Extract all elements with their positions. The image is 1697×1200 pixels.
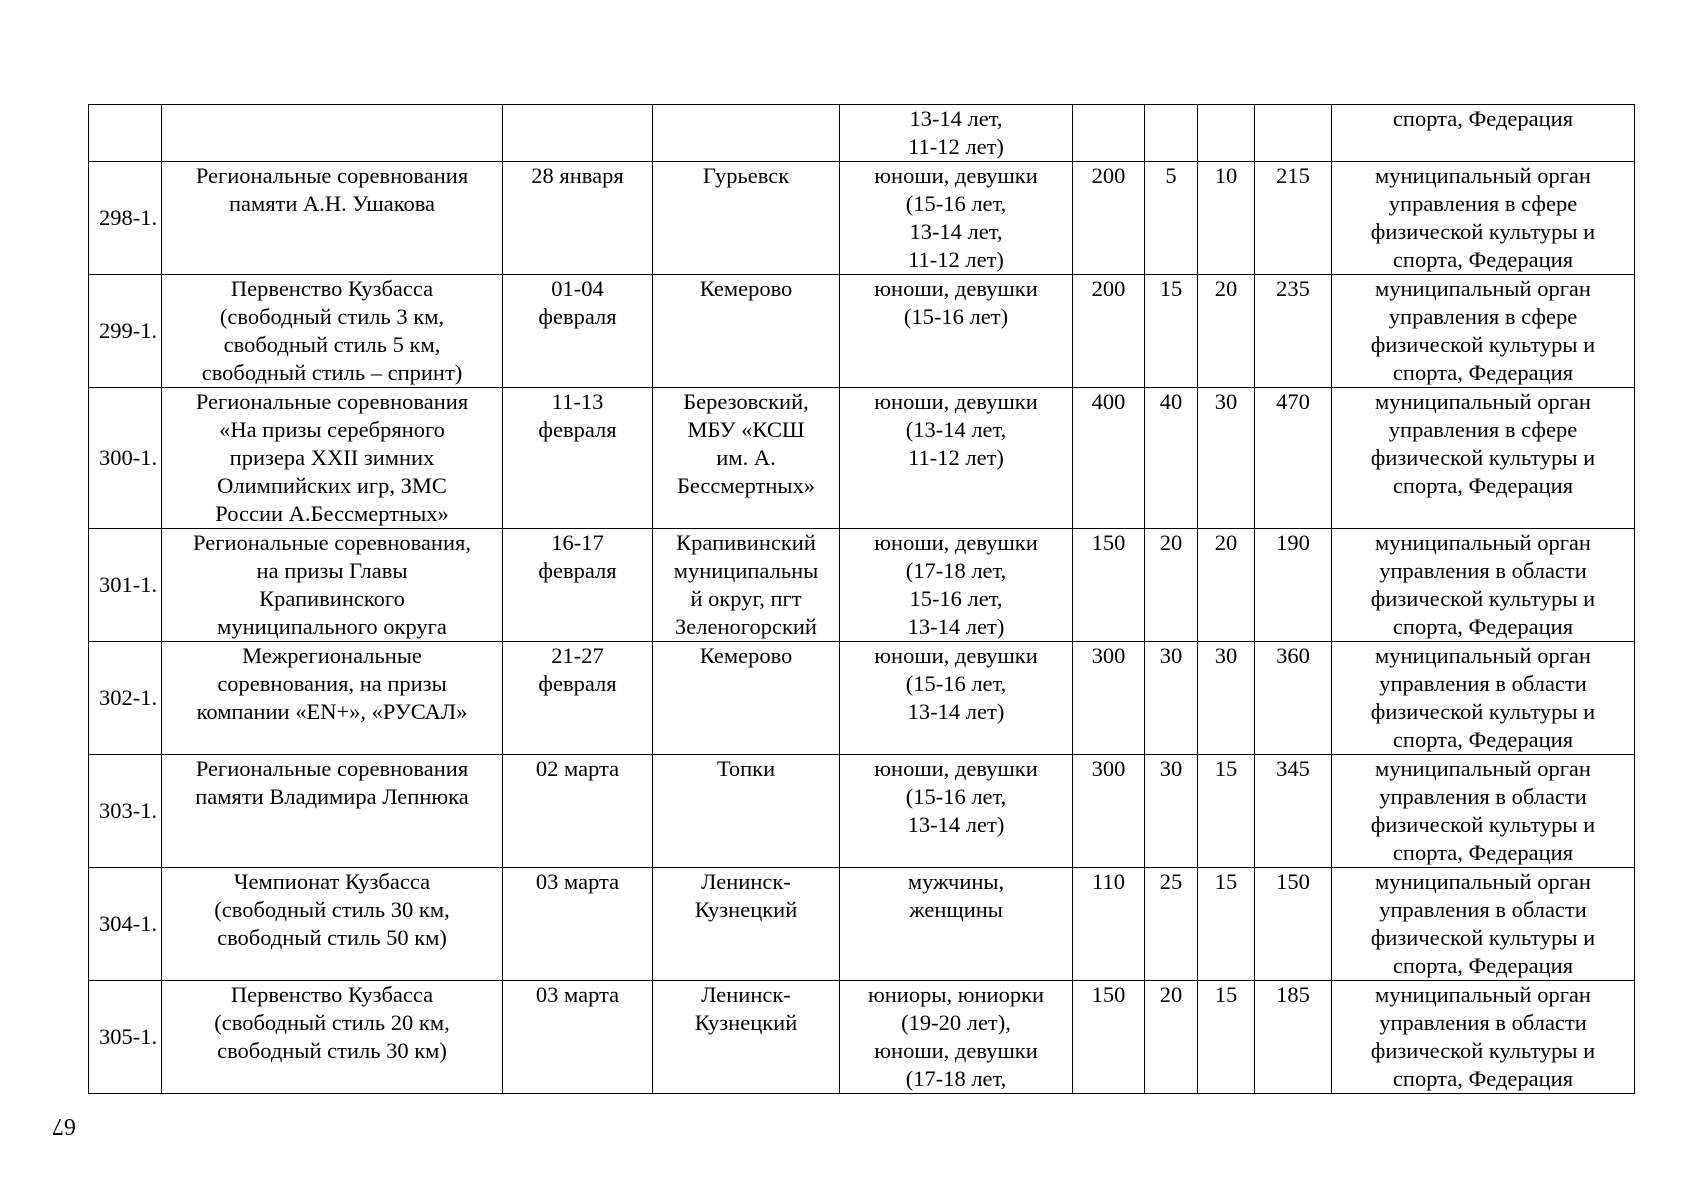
cell-number: 304-1. bbox=[89, 868, 162, 981]
cell-line: памяти Владимира Лепнюка bbox=[195, 784, 469, 809]
table-row bbox=[89, 642, 1635, 755]
cell-count-1: 300 bbox=[1073, 755, 1145, 868]
cell-line: Березовский, bbox=[683, 389, 809, 414]
cell-participants bbox=[840, 755, 1073, 868]
cell-line: МБУ «КСШ bbox=[687, 417, 805, 442]
cell-line: физической культуры и bbox=[1370, 812, 1596, 837]
cell-line: Зеленогорский bbox=[675, 614, 817, 639]
cell-line: физической культуры и bbox=[1370, 1038, 1596, 1063]
cell-date bbox=[503, 755, 653, 868]
cell-line: 13-14 лет) bbox=[907, 699, 1005, 724]
cell-line: Гурьевск bbox=[702, 163, 790, 188]
cell-line: Региональные соревнования bbox=[195, 756, 469, 781]
cell-line: муниципальный орган bbox=[1375, 163, 1591, 188]
cell-number: 300-1. bbox=[89, 388, 162, 529]
cell-number bbox=[89, 105, 162, 162]
cell-line: управления в области bbox=[1379, 897, 1587, 922]
cell-line: юноши, девушки bbox=[874, 530, 1038, 555]
table-body bbox=[89, 105, 1635, 1094]
cell-organizer bbox=[1332, 981, 1635, 1094]
page-number: 67 bbox=[52, 1113, 76, 1139]
cell-line: Бессмертных» bbox=[676, 473, 816, 498]
table-row bbox=[89, 755, 1635, 868]
table-row bbox=[89, 105, 1635, 162]
cell-line: 03 марта bbox=[535, 982, 620, 1007]
cell-line: муниципальны bbox=[673, 558, 819, 583]
cell-date bbox=[503, 388, 653, 529]
cell-participants bbox=[840, 105, 1073, 162]
cell-organizer bbox=[1332, 275, 1635, 388]
cell-line: 01-04 bbox=[551, 276, 604, 301]
cell-line: юноши, девушки bbox=[874, 643, 1038, 668]
cell-line: спорта, Федерация bbox=[1392, 473, 1574, 498]
cell-line: юноши, девушки bbox=[874, 276, 1038, 301]
cell-line: (15-16 лет) bbox=[903, 304, 1009, 329]
table-row bbox=[89, 529, 1635, 642]
events-table bbox=[88, 104, 1635, 1094]
cell-line: женщины bbox=[909, 897, 1003, 922]
cell-line: свободный стиль – спринт) bbox=[201, 360, 463, 385]
cell-line: Кемерово bbox=[699, 643, 793, 668]
cell-line: призера XXII зимних bbox=[229, 445, 435, 470]
cell-line: 28 января bbox=[531, 163, 624, 188]
cell-count-3: 20 bbox=[1198, 275, 1255, 388]
cell-count-2: 25 bbox=[1145, 868, 1198, 981]
cell-number: 298-1. bbox=[89, 162, 162, 275]
cell-line: юноши, девушки bbox=[874, 1038, 1038, 1063]
cell-count-1: 110 bbox=[1073, 868, 1145, 981]
cell-line: Региональные соревнования bbox=[195, 163, 469, 188]
cell-line: 16-17 bbox=[551, 530, 604, 555]
cell-line: физической культуры и bbox=[1370, 219, 1596, 244]
cell-line: управления в области bbox=[1379, 671, 1587, 696]
cell-line: муниципальный орган bbox=[1375, 530, 1591, 555]
cell-event bbox=[162, 275, 503, 388]
cell-event bbox=[162, 868, 503, 981]
cell-line: Ленинск- bbox=[701, 982, 791, 1007]
cell-event bbox=[162, 105, 503, 162]
cell-total: 185 bbox=[1255, 981, 1332, 1094]
cell-organizer bbox=[1332, 388, 1635, 529]
cell-line: (свободный стиль 3 км, bbox=[219, 304, 445, 329]
cell-total: 150 bbox=[1255, 868, 1332, 981]
cell-count-2 bbox=[1145, 105, 1198, 162]
cell-count-3: 20 bbox=[1198, 529, 1255, 642]
table-row bbox=[89, 981, 1635, 1094]
cell-line: (15-16 лет, bbox=[905, 671, 1007, 696]
cell-participants bbox=[840, 162, 1073, 275]
cell-date bbox=[503, 275, 653, 388]
cell-line: юноши, девушки bbox=[874, 389, 1038, 414]
cell-organizer bbox=[1332, 162, 1635, 275]
cell-event bbox=[162, 755, 503, 868]
cell-date bbox=[503, 162, 653, 275]
cell-count-3: 15 bbox=[1198, 868, 1255, 981]
cell-date bbox=[503, 529, 653, 642]
cell-line: компании «EN+», «РУСАЛ» bbox=[196, 699, 468, 724]
cell-line: муниципальный орган bbox=[1375, 389, 1591, 414]
cell-event bbox=[162, 981, 503, 1094]
table-row bbox=[89, 868, 1635, 981]
cell-line: Межрегиональные bbox=[242, 643, 422, 668]
cell-line: юниоры, юниорки bbox=[867, 982, 1045, 1007]
cell-line: февраля bbox=[538, 558, 617, 583]
cell-organizer bbox=[1332, 642, 1635, 755]
cell-count-2: 15 bbox=[1145, 275, 1198, 388]
cell-line: 11-12 лет) bbox=[908, 445, 1004, 470]
cell-line: спорта, Федерация bbox=[1392, 614, 1574, 639]
cell-line: (свободный стиль 20 км, bbox=[214, 1010, 450, 1035]
cell-place bbox=[653, 529, 840, 642]
cell-participants bbox=[840, 981, 1073, 1094]
table-row bbox=[89, 275, 1635, 388]
cell-count-2: 20 bbox=[1145, 529, 1198, 642]
cell-line: управления в области bbox=[1379, 1010, 1587, 1035]
cell-organizer bbox=[1332, 868, 1635, 981]
table-row bbox=[89, 162, 1635, 275]
cell-count-3: 15 bbox=[1198, 755, 1255, 868]
cell-line: 11-13 bbox=[551, 389, 604, 414]
cell-line: 02 марта bbox=[535, 756, 620, 781]
cell-line: 21-27 bbox=[551, 643, 604, 668]
cell-line: спорта, Федерация bbox=[1392, 727, 1574, 752]
cell-line: управления в сфере bbox=[1388, 191, 1578, 216]
cell-line: 03 марта bbox=[535, 869, 620, 894]
cell-place bbox=[653, 868, 840, 981]
cell-count-2: 5 bbox=[1145, 162, 1198, 275]
cell-line: физической культуры и bbox=[1370, 445, 1596, 470]
cell-line: свободный стиль 5 км, bbox=[223, 332, 441, 357]
cell-date bbox=[503, 642, 653, 755]
cell-line: им. А. bbox=[716, 445, 776, 470]
cell-line: Кузнецкий bbox=[694, 1010, 798, 1035]
cell-line: России А.Бессмертных» bbox=[215, 501, 449, 526]
cell-place bbox=[653, 162, 840, 275]
cell-place bbox=[653, 642, 840, 755]
cell-line: (15-16 лет, bbox=[905, 191, 1007, 216]
cell-line: (15-16 лет, bbox=[905, 784, 1007, 809]
cell-total: 215 bbox=[1255, 162, 1332, 275]
cell-count-1: 300 bbox=[1073, 642, 1145, 755]
cell-count-1: 150 bbox=[1073, 529, 1145, 642]
cell-line: физической культуры и bbox=[1370, 925, 1596, 950]
cell-line: физической культуры и bbox=[1370, 332, 1596, 357]
cell-line: юноши, девушки bbox=[874, 756, 1038, 781]
cell-line: Первенство Кузбасса bbox=[230, 276, 434, 301]
cell-line: й округ, пгт bbox=[690, 586, 802, 611]
cell-event bbox=[162, 529, 503, 642]
cell-line: Первенство Кузбасса bbox=[230, 982, 434, 1007]
cell-event bbox=[162, 642, 503, 755]
cell-count-2: 20 bbox=[1145, 981, 1198, 1094]
cell-organizer bbox=[1332, 105, 1635, 162]
cell-number: 303-1. bbox=[89, 755, 162, 868]
cell-line: Кузнецкий bbox=[694, 897, 798, 922]
cell-line: (17-18 лет, bbox=[905, 558, 1007, 583]
cell-participants bbox=[840, 868, 1073, 981]
cell-total: 345 bbox=[1255, 755, 1332, 868]
cell-count-2: 30 bbox=[1145, 755, 1198, 868]
cell-count-1: 400 bbox=[1073, 388, 1145, 529]
cell-date bbox=[503, 868, 653, 981]
cell-count-3: 30 bbox=[1198, 642, 1255, 755]
cell-line: Олимпийских игр, ЗМС bbox=[217, 473, 447, 498]
cell-line: муниципальный орган bbox=[1375, 869, 1591, 894]
cell-count-3 bbox=[1198, 105, 1255, 162]
cell-line: 13-14 лет, bbox=[909, 106, 1003, 131]
cell-line: муниципального округа bbox=[217, 614, 447, 639]
cell-line: Региональные соревнования, bbox=[193, 530, 471, 555]
cell-line: (13-14 лет, bbox=[905, 417, 1007, 442]
cell-line: Региональные соревнования bbox=[195, 389, 469, 414]
cell-event bbox=[162, 162, 503, 275]
cell-count-3: 10 bbox=[1198, 162, 1255, 275]
cell-place bbox=[653, 981, 840, 1094]
cell-line: февраля bbox=[538, 304, 617, 329]
cell-line: «На призы серебряного bbox=[219, 417, 445, 442]
cell-count-1: 200 bbox=[1073, 162, 1145, 275]
cell-line: 11-12 лет) bbox=[908, 134, 1004, 159]
cell-line: Кемерово bbox=[699, 276, 793, 301]
cell-line: Чемпионат Кузбасса bbox=[233, 869, 431, 894]
cell-event bbox=[162, 388, 503, 529]
cell-total bbox=[1255, 105, 1332, 162]
cell-line: спорта, Федерация bbox=[1392, 360, 1574, 385]
cell-line: муниципальный орган bbox=[1375, 643, 1591, 668]
cell-line: 11-12 лет) bbox=[908, 247, 1004, 272]
cell-count-2: 40 bbox=[1145, 388, 1198, 529]
table-row bbox=[89, 388, 1635, 529]
cell-organizer bbox=[1332, 755, 1635, 868]
cell-participants bbox=[840, 388, 1073, 529]
cell-line: спорта, Федерация bbox=[1392, 106, 1574, 131]
cell-total: 190 bbox=[1255, 529, 1332, 642]
cell-line: (19-20 лет), bbox=[901, 1010, 1011, 1035]
cell-number: 301-1. bbox=[89, 529, 162, 642]
cell-line: Ленинск- bbox=[701, 869, 791, 894]
cell-place bbox=[653, 105, 840, 162]
cell-line: муниципальный орган bbox=[1375, 756, 1591, 781]
cell-line: управления в области bbox=[1379, 558, 1587, 583]
cell-line: физической культуры и bbox=[1370, 699, 1596, 724]
cell-line: спорта, Федерация bbox=[1392, 840, 1574, 865]
cell-organizer bbox=[1332, 529, 1635, 642]
cell-line: спорта, Федерация bbox=[1392, 953, 1574, 978]
cell-line: Крапивинский bbox=[676, 530, 816, 555]
cell-line: муниципальный орган bbox=[1375, 982, 1591, 1007]
cell-place bbox=[653, 755, 840, 868]
cell-line: управления в сфере bbox=[1388, 417, 1578, 442]
cell-line: управления в области bbox=[1379, 784, 1587, 809]
cell-participants bbox=[840, 275, 1073, 388]
cell-line: на призы Главы bbox=[256, 558, 408, 583]
cell-line: Топки bbox=[716, 756, 776, 781]
cell-number: 299-1. bbox=[89, 275, 162, 388]
cell-line: (свободный стиль 30 км, bbox=[214, 897, 450, 922]
cell-line: февраля bbox=[538, 417, 617, 442]
cell-line: свободный стиль 50 км) bbox=[217, 925, 447, 950]
cell-line: февраля bbox=[538, 671, 617, 696]
cell-place bbox=[653, 275, 840, 388]
cell-line: 15-16 лет, bbox=[909, 586, 1003, 611]
cell-date bbox=[503, 981, 653, 1094]
cell-line: физической культуры и bbox=[1370, 586, 1596, 611]
cell-participants bbox=[840, 642, 1073, 755]
cell-participants bbox=[840, 529, 1073, 642]
cell-line: свободный стиль 30 км) bbox=[217, 1038, 447, 1063]
cell-count-2: 30 bbox=[1145, 642, 1198, 755]
cell-line: памяти А.Н. Ушакова bbox=[228, 191, 436, 216]
cell-line: мужчины, bbox=[907, 869, 1005, 894]
cell-total: 360 bbox=[1255, 642, 1332, 755]
cell-line: 13-14 лет) bbox=[907, 614, 1005, 639]
cell-line: (17-18 лет, bbox=[905, 1066, 1007, 1091]
cell-number: 302-1. bbox=[89, 642, 162, 755]
cell-line: 13-14 лет) bbox=[907, 812, 1005, 837]
cell-line: 13-14 лет, bbox=[909, 219, 1003, 244]
cell-line: управления в сфере bbox=[1388, 304, 1578, 329]
cell-line: соревнования, на призы bbox=[217, 671, 447, 696]
cell-count-1: 200 bbox=[1073, 275, 1145, 388]
cell-number: 305-1. bbox=[89, 981, 162, 1094]
cell-line: Крапивинского bbox=[259, 586, 405, 611]
cell-count-1: 150 bbox=[1073, 981, 1145, 1094]
cell-count-1 bbox=[1073, 105, 1145, 162]
cell-total: 470 bbox=[1255, 388, 1332, 529]
cell-count-3: 30 bbox=[1198, 388, 1255, 529]
cell-line: муниципальный орган bbox=[1375, 276, 1591, 301]
cell-total: 235 bbox=[1255, 275, 1332, 388]
cell-date bbox=[503, 105, 653, 162]
cell-place bbox=[653, 388, 840, 529]
cell-line: юноши, девушки bbox=[874, 163, 1038, 188]
cell-line: спорта, Федерация bbox=[1392, 1066, 1574, 1091]
cell-count-3: 15 bbox=[1198, 981, 1255, 1094]
cell-line: спорта, Федерация bbox=[1392, 247, 1574, 272]
